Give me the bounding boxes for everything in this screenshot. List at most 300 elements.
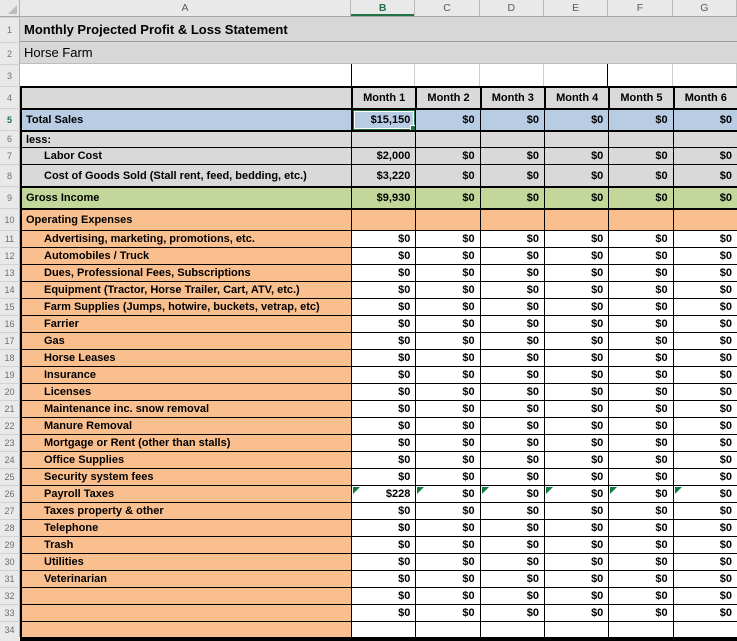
formula-error-indicator-icon [482,487,489,494]
month-header-cell-F4[interactable]: Month 5 [608,86,672,108]
cell-F24[interactable]: $0 [608,451,672,468]
cell-A4[interactable] [20,86,351,108]
cell-A27[interactable]: Taxes property & other [20,502,351,519]
row-number-29[interactable]: 29 [0,536,20,553]
cell-F8[interactable]: $0 [608,164,672,186]
cell-F33[interactable]: $0 [608,604,672,621]
row-number-5[interactable]: 5 [0,108,20,130]
column-header-G[interactable]: G [673,0,737,16]
cell-C24[interactable]: $0 [415,451,479,468]
cell-D30[interactable]: $0 [480,553,544,570]
month-header-cell-G4[interactable]: Month 6 [673,86,737,108]
cell-C18[interactable]: $0 [415,349,479,366]
cell-F11[interactable]: $0 [608,230,672,247]
cell-G31[interactable]: $0 [673,570,737,587]
cell-C7[interactable]: $0 [415,147,479,164]
cell-A26[interactable]: Payroll Taxes [20,485,351,502]
cell-B5[interactable]: $15,150 [351,108,415,130]
table-row-32 [0,587,737,604]
cell-C8[interactable]: $0 [415,164,479,186]
cell-E14[interactable]: $0 [544,281,608,298]
table-row-24 [0,451,737,468]
table-row-28 [0,519,737,536]
row-number-9[interactable]: 9 [0,186,20,208]
cell-F10[interactable] [608,208,672,230]
cell-D7[interactable]: $0 [480,147,544,164]
table-row-29 [0,536,737,553]
cell-A22[interactable]: Manure Removal [20,417,351,434]
cell-C28[interactable]: $0 [415,519,479,536]
cell-F21[interactable]: $0 [608,400,672,417]
cell-D21[interactable]: $0 [480,400,544,417]
cell-A24[interactable]: Office Supplies [20,451,351,468]
cell-B22[interactable]: $0 [351,417,415,434]
cell-G10[interactable] [673,208,737,230]
cell-G33[interactable]: $0 [673,604,737,621]
cell-F16[interactable]: $0 [608,315,672,332]
row-number-16[interactable]: 16 [0,315,20,332]
cell-E22[interactable]: $0 [544,417,608,434]
cell-C25[interactable]: $0 [415,468,479,485]
row-number-3[interactable]: 3 [0,64,20,86]
cell-G6[interactable] [673,130,737,147]
month-header-cell-C4[interactable]: Month 2 [415,86,479,108]
row-number-13[interactable]: 13 [0,264,20,281]
cell-C19[interactable]: $0 [415,366,479,383]
cell-E11[interactable]: $0 [544,230,608,247]
cell-E3[interactable] [544,64,608,86]
cell-D10[interactable] [480,208,544,230]
cell-E13[interactable]: $0 [544,264,608,281]
cell-E27[interactable]: $0 [544,502,608,519]
cell-C6[interactable] [415,130,479,147]
row-number-7[interactable]: 7 [0,147,20,164]
cell-D18[interactable]: $0 [480,349,544,366]
cell-B14[interactable]: $0 [351,281,415,298]
cell-D8[interactable]: $0 [480,164,544,186]
cell-D22[interactable]: $0 [480,417,544,434]
table-row-33 [0,604,737,621]
column-header-F[interactable]: F [608,0,672,16]
cell-B29[interactable]: $0 [351,536,415,553]
cell-E33[interactable]: $0 [544,604,608,621]
row-number-18[interactable]: 18 [0,349,20,366]
cell-A29[interactable]: Trash [20,536,351,553]
cell-C5[interactable]: $0 [415,108,479,130]
cell-D23[interactable]: $0 [480,434,544,451]
cell-A8[interactable]: Cost of Goods Sold (Stall rent, feed, bedding, etc.) [20,164,351,186]
cell-A23[interactable]: Mortgage or Rent (other than stalls) [20,434,351,451]
cell-C30[interactable]: $0 [415,553,479,570]
cell-D27[interactable]: $0 [480,502,544,519]
cell-F27[interactable]: $0 [608,502,672,519]
cell-F22[interactable]: $0 [608,417,672,434]
cell-B25[interactable]: $0 [351,468,415,485]
cell-F15[interactable]: $0 [608,298,672,315]
cell-C32[interactable]: $0 [415,587,479,604]
formula-error-indicator-icon [546,487,553,494]
row-number-10[interactable]: 10 [0,208,20,230]
cell-E23[interactable]: $0 [544,434,608,451]
cell-E24[interactable]: $0 [544,451,608,468]
row-number-21[interactable]: 21 [0,400,20,417]
table-row-26 [0,485,737,502]
cell-E18[interactable]: $0 [544,349,608,366]
cell-F29[interactable]: $0 [608,536,672,553]
row-number-25[interactable]: 25 [0,468,20,485]
row-number-2[interactable]: 2 [0,42,20,64]
cell-C22[interactable]: $0 [415,417,479,434]
cell-E34[interactable] [544,621,608,637]
month-header-cell-D4[interactable]: Month 3 [480,86,544,108]
cell-E12[interactable]: $0 [544,247,608,264]
cell-F31[interactable]: $0 [608,570,672,587]
cell-A12[interactable]: Automobiles / Truck [20,247,351,264]
cell-E7[interactable]: $0 [544,147,608,164]
cell-A13[interactable]: Dues, Professional Fees, Subscriptions [20,264,351,281]
table-row-8 [0,164,737,186]
table-row-4 [0,86,737,108]
cell-B34[interactable] [351,621,415,637]
cell-D6[interactable] [480,130,544,147]
table-row-13 [0,264,737,281]
fill-handle[interactable] [410,125,415,130]
cell-E15[interactable]: $0 [544,298,608,315]
cell-F13[interactable]: $0 [608,264,672,281]
cell-C15[interactable]: $0 [415,298,479,315]
row-number-30[interactable]: 30 [0,553,20,570]
cell-B27[interactable]: $0 [351,502,415,519]
cell-B24[interactable]: $0 [351,451,415,468]
table-row-20 [0,383,737,400]
cell-E20[interactable]: $0 [544,383,608,400]
gutter-bottom [0,637,20,641]
cell-G21[interactable]: $0 [673,400,737,417]
cell-G5[interactable]: $0 [673,108,737,130]
cell-C33[interactable]: $0 [415,604,479,621]
cell-G30[interactable]: $0 [673,553,737,570]
cell-B26[interactable]: $228 [351,485,415,502]
cell-F19[interactable]: $0 [608,366,672,383]
table-row-5 [0,108,737,130]
cell-G22[interactable]: $0 [673,417,737,434]
cell-E26[interactable]: $0 [544,485,608,502]
cell-G13[interactable]: $0 [673,264,737,281]
cell-E8[interactable]: $0 [544,164,608,186]
cell-D3[interactable] [480,64,544,86]
cell-G29[interactable]: $0 [673,536,737,553]
cell-D13[interactable]: $0 [480,264,544,281]
cell-B13[interactable]: $0 [351,264,415,281]
cell-G16[interactable]: $0 [673,315,737,332]
cell-G26[interactable]: $0 [673,485,737,502]
table-row-3 [0,64,737,86]
row-number-28[interactable]: 28 [0,519,20,536]
row-number-32[interactable]: 32 [0,587,20,604]
cell-F14[interactable]: $0 [608,281,672,298]
cell-D29[interactable]: $0 [480,536,544,553]
cell-A17[interactable]: Gas [20,332,351,349]
month-header-cell-E4[interactable]: Month 4 [544,86,608,108]
cell-G24[interactable]: $0 [673,451,737,468]
row-number-12[interactable]: 12 [0,247,20,264]
cell-E5[interactable]: $0 [544,108,608,130]
table-row-11 [0,230,737,247]
cell-E19[interactable]: $0 [544,366,608,383]
cell-C9[interactable]: $0 [415,186,479,208]
cell-A19[interactable]: Insurance [20,366,351,383]
cell-F6[interactable] [608,130,672,147]
cell-E16[interactable]: $0 [544,315,608,332]
title-cell[interactable]: Monthly Projected Profit & Loss Statement [20,17,737,42]
cell-G11[interactable]: $0 [673,230,737,247]
cell-G19[interactable]: $0 [673,366,737,383]
cell-C17[interactable]: $0 [415,332,479,349]
month-header-cell-B4[interactable]: Month 1 [351,86,415,108]
cell-B28[interactable]: $0 [351,519,415,536]
cell-B12[interactable]: $0 [351,247,415,264]
cell-A34[interactable] [20,621,351,637]
cell-D11[interactable]: $0 [480,230,544,247]
cell-E28[interactable]: $0 [544,519,608,536]
cell-G34[interactable] [673,621,737,637]
table-row-10 [0,208,737,230]
cell-E9[interactable]: $0 [544,186,608,208]
cell-B32[interactable]: $0 [351,587,415,604]
table-row-12 [0,247,737,264]
cell-A28[interactable]: Telephone [20,519,351,536]
cell-E10[interactable] [544,208,608,230]
formula-error-indicator-icon [675,487,682,494]
cell-G15[interactable]: $0 [673,298,737,315]
cell-B3[interactable] [351,64,415,86]
cell-C11[interactable]: $0 [415,230,479,247]
cell-D5[interactable]: $0 [480,108,544,130]
cell-C16[interactable]: $0 [415,315,479,332]
cell-C10[interactable] [415,208,479,230]
cell-A30[interactable]: Utilities [20,553,351,570]
cell-G7[interactable]: $0 [673,147,737,164]
column-header-E[interactable]: E [544,0,608,16]
cell-A31[interactable]: Veterinarian [20,570,351,587]
cell-B19[interactable]: $0 [351,366,415,383]
cell-E31[interactable]: $0 [544,570,608,587]
cell-A20[interactable]: Licenses [20,383,351,400]
formula-error-indicator-icon [417,487,424,494]
row-number-1[interactable]: 1 [0,17,20,42]
row-number-11[interactable]: 11 [0,230,20,247]
cell-F12[interactable]: $0 [608,247,672,264]
cell-G3[interactable] [673,64,737,86]
cell-B11[interactable]: $0 [351,230,415,247]
cell-C23[interactable]: $0 [415,434,479,451]
table-row-34 [0,621,737,637]
cell-D17[interactable]: $0 [480,332,544,349]
table-row-17 [0,332,737,349]
cell-D15[interactable]: $0 [480,298,544,315]
cell-A25[interactable]: Security system fees [20,468,351,485]
table-row-15 [0,298,737,315]
cell-G12[interactable]: $0 [673,247,737,264]
row-number-26[interactable]: 26 [0,485,20,502]
cell-G25[interactable]: $0 [673,468,737,485]
cell-A9[interactable]: Gross Income [20,186,351,208]
cell-B15[interactable]: $0 [351,298,415,315]
cell-A3[interactable] [20,64,351,86]
cell-B9[interactable]: $9,930 [351,186,415,208]
cell-F26[interactable]: $0 [608,485,672,502]
cell-D32[interactable]: $0 [480,587,544,604]
cell-G17[interactable]: $0 [673,332,737,349]
cell-C14[interactable]: $0 [415,281,479,298]
cell-A16[interactable]: Farrier [20,315,351,332]
cell-F23[interactable]: $0 [608,434,672,451]
row-number-8[interactable]: 8 [0,164,20,186]
cell-E29[interactable]: $0 [544,536,608,553]
cell-B18[interactable]: $0 [351,349,415,366]
cell-C27[interactable]: $0 [415,502,479,519]
select-all-button[interactable] [0,0,20,16]
row-number-27[interactable]: 27 [0,502,20,519]
cell-C26[interactable]: $0 [415,485,479,502]
cell-D14[interactable]: $0 [480,281,544,298]
cell-B30[interactable]: $0 [351,553,415,570]
cell-A5[interactable]: Total Sales [20,108,351,130]
cell-D34[interactable] [480,621,544,637]
cell-B8[interactable]: $3,220 [351,164,415,186]
cell-A6[interactable]: less: [20,130,351,147]
cell-C31[interactable]: $0 [415,570,479,587]
cell-D16[interactable]: $0 [480,315,544,332]
cell-B6[interactable] [351,130,415,147]
cell-A21[interactable]: Maintenance inc. snow removal [20,400,351,417]
cell-A11[interactable]: Advertising, marketing, promotions, etc. [20,230,351,247]
cell-F9[interactable]: $0 [608,186,672,208]
cell-D24[interactable]: $0 [480,451,544,468]
cell-B7[interactable]: $2,000 [351,147,415,164]
row-number-22[interactable]: 22 [0,417,20,434]
sheet-grid [0,17,737,637]
cell-G28[interactable]: $0 [673,519,737,536]
row-number-14[interactable]: 14 [0,281,20,298]
cell-F30[interactable]: $0 [608,553,672,570]
cell-C29[interactable]: $0 [415,536,479,553]
cell-G9[interactable]: $0 [673,186,737,208]
table-row-18 [0,349,737,366]
cell-D19[interactable]: $0 [480,366,544,383]
cell-G14[interactable]: $0 [673,281,737,298]
row-number-6[interactable]: 6 [0,130,20,147]
cell-G18[interactable]: $0 [673,349,737,366]
cell-G27[interactable]: $0 [673,502,737,519]
cell-E30[interactable]: $0 [544,553,608,570]
cell-F32[interactable]: $0 [608,587,672,604]
cell-B17[interactable]: $0 [351,332,415,349]
cell-A32[interactable] [20,587,351,604]
row-number-31[interactable]: 31 [0,570,20,587]
cell-D28[interactable]: $0 [480,519,544,536]
cell-C13[interactable]: $0 [415,264,479,281]
cell-B21[interactable]: $0 [351,400,415,417]
cell-C3[interactable] [415,64,479,86]
table-row-2 [0,42,737,64]
table-row-19 [0,366,737,383]
table-row-23 [0,434,737,451]
cell-G32[interactable]: $0 [673,587,737,604]
cell-D26[interactable]: $0 [480,485,544,502]
cell-F25[interactable]: $0 [608,468,672,485]
table-row-9 [0,186,737,208]
cell-G23[interactable]: $0 [673,434,737,451]
column-header-A[interactable]: A [20,0,351,16]
row-number-33[interactable]: 33 [0,604,20,621]
cell-F18[interactable]: $0 [608,349,672,366]
cell-A15[interactable]: Farm Supplies (Jumps, hotwire, buckets, vetrap, etc) [20,298,351,315]
column-header-strip [0,0,737,17]
cell-D12[interactable]: $0 [480,247,544,264]
cell-A7[interactable]: Labor Cost [20,147,351,164]
cell-F28[interactable]: $0 [608,519,672,536]
cell-F5[interactable]: $0 [608,108,672,130]
cell-D33[interactable]: $0 [480,604,544,621]
cell-F3[interactable] [608,64,672,86]
cell-D9[interactable]: $0 [480,186,544,208]
cell-E21[interactable]: $0 [544,400,608,417]
row-number-34[interactable]: 34 [0,621,20,637]
cell-E17[interactable]: $0 [544,332,608,349]
cell-D25[interactable]: $0 [480,468,544,485]
cell-F20[interactable]: $0 [608,383,672,400]
cell-C20[interactable]: $0 [415,383,479,400]
cell-G20[interactable]: $0 [673,383,737,400]
cell-A33[interactable] [20,604,351,621]
cell-A10[interactable]: Operating Expenses [20,208,351,230]
cell-C21[interactable]: $0 [415,400,479,417]
cell-E25[interactable]: $0 [544,468,608,485]
cell-D20[interactable]: $0 [480,383,544,400]
row-number-4[interactable]: 4 [0,86,20,108]
cell-B16[interactable]: $0 [351,315,415,332]
cell-F7[interactable]: $0 [608,147,672,164]
cell-B33[interactable]: $0 [351,604,415,621]
column-header-C[interactable]: C [415,0,479,16]
cell-B10[interactable] [351,208,415,230]
cell-B31[interactable]: $0 [351,570,415,587]
cell-E32[interactable]: $0 [544,587,608,604]
cell-D31[interactable]: $0 [480,570,544,587]
subtitle-cell[interactable]: Horse Farm [20,42,737,64]
cell-F34[interactable] [608,621,672,637]
column-header-B[interactable]: B [351,0,415,16]
cell-C34[interactable] [415,621,479,637]
row-number-24[interactable]: 24 [0,451,20,468]
cell-A18[interactable]: Horse Leases [20,349,351,366]
row-number-19[interactable]: 19 [0,366,20,383]
cell-E6[interactable] [544,130,608,147]
cell-A14[interactable]: Equipment (Tractor, Horse Trailer, Cart, ATV, etc.) [20,281,351,298]
cell-F17[interactable]: $0 [608,332,672,349]
column-header-D[interactable]: D [480,0,544,16]
cell-G8[interactable]: $0 [673,164,737,186]
row-number-15[interactable]: 15 [0,298,20,315]
row-number-23[interactable]: 23 [0,434,20,451]
table-row-25 [0,468,737,485]
cell-C12[interactable]: $0 [415,247,479,264]
cell-B23[interactable]: $0 [351,434,415,451]
cell-B20[interactable]: $0 [351,383,415,400]
row-number-20[interactable]: 20 [0,383,20,400]
row-number-17[interactable]: 17 [0,332,20,349]
